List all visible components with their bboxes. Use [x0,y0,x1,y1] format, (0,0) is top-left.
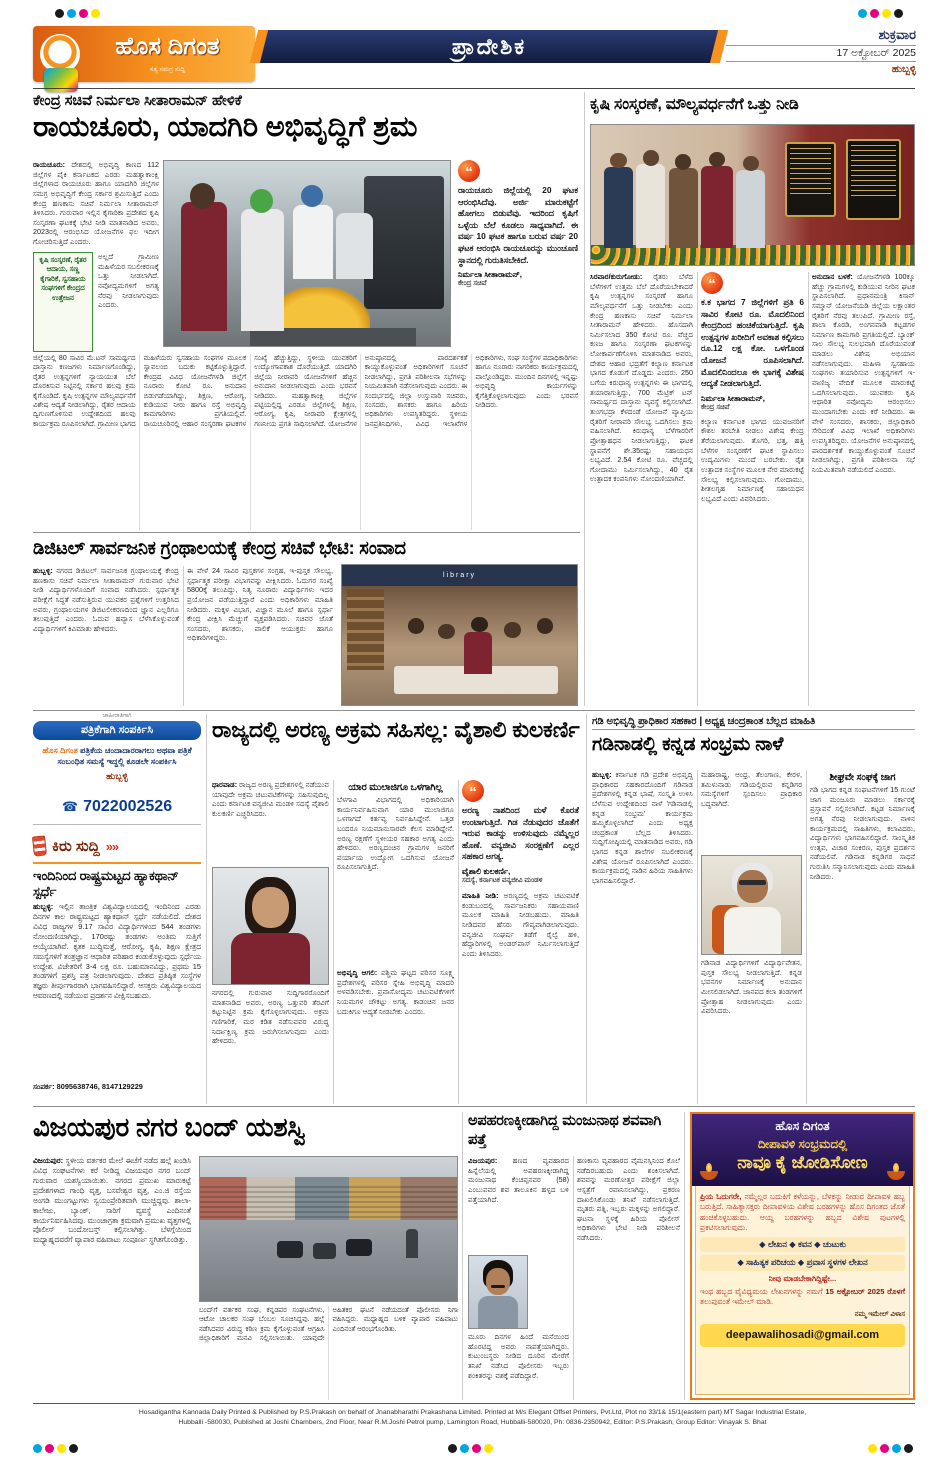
ad-brand: ಹೊಸ ದಿಗಂತ [775,1119,830,1133]
regmark-cyan [67,9,76,18]
regmark-yellow [57,1444,66,1453]
agri-col3-text: ಯೋಜನೆಗಳಡಿ 100ಕ್ಕೂ ಹೆಚ್ಚು ಗ್ರಾಮಗಳಲ್ಲಿ ಕುಡಿಯುವ ನೀರಿನ ಘಟಕ ಸ್ಥಾಪಿಸಲಾಗಿದೆ. ಪ್ರಧಾನಮಂತ್ರಿ ಕಿಸಾನ್ ಸಮ್ಮಾನ್ ಯೋಜನೆಯಡಿ ಜಿಲ್ಲೆಯ ಲಕ್ಷಾಂತರ ರೈತರಿಗೆ ನೆರವು ತಲುಪಿದೆ. ಗ್ರಾಮೀಣ ರಸ್ತೆ, ಶಾಲಾ ಕೊಠಡಿ, ಅಂಗನವಾಡಿ ಕಟ್ಟಡಗಳ ನಿರ್ಮಾಣ ಕಾಮಗಾರಿ ಪ್ರಗತಿಯಲ್ಲಿದೆ. ಬ್ಯಾಂಕ್ ಸಾಲ ಸೌಲಭ್ಯ ಸುಲಭವಾಗಿ ದೊರೆಯುವಂತೆ ಮಾಡಲು ವಿಶೇಷ ಅಭಿಯಾನ ನಡೆಸಲಾಗುವುದು. ಮಹಿಳಾ ಸ್ವಸಹಾಯ ಸಂಘಗಳು ತಯಾರಿಸುವ ಉತ್ಪನ್ನಗಳಿಗೆ ಇ-ವಾಣಿಜ್ಯ ವೇದಿಕೆ ಮೂಲಕ ಮಾರುಕಟ್ಟೆ ಒದಗಿಸಲಾಗುವುದು. ಯುವಕರು ಕೃಷಿ ಆಧಾರಿತ ನವೋದ್ಯಮ ಆರಂಭಿಸಲು ಮುಂದಾಗಬೇಕು ಎಂದು ಕರೆ ನೀಡಿದರು. ಈ ವೇಳೆ ಸಂಸದರು, ಶಾಸಕರು, ಜಿಲ್ಲಾಧಿಕಾರಿ ಸೇರಿದಂತೆ ವಿವಿಧ ಇಲಾಖೆ ಅಧಿಕಾರಿಗಳು ಉಪಸ್ಥಿತರಿದ್ದರು. ಯೋಜನೆಗಳ ಅನುಷ್ಠಾನದಲ್ಲಿ ಪಾರದರ್ಶಕತೆ ಕಾಯ್ದುಕೊಳ್ಳುವಂತೆ ಸೂಚನೆ ನೀಡಲಾಗಿದ್ದು, ಪ್ರಗತಿ ಪರಿಶೀಲನಾ ಸಭೆ ನಿಯಮಿತವಾಗಿ ನಡೆಯಲಿದೆ ಎಂದರು. [812,272,915,474]
registration-marks-bottom-center [448,1440,496,1458]
diya-icon [700,1171,718,1180]
section-rule [33,532,580,533]
forest-quote-name: ವೈಶಾಲಿ ಕುಲಕರ್ಣಿ, [462,866,511,876]
lead-intro: ದೇಶದಲ್ಲಿ ಅಭಿವೃದ್ಧಿ ಕಾಣದ 112 ಜಿಲ್ಲೆಗಳ ಪೈಕಿ ಕರ್ನಾಟಕದ ಎರಡು ಮಹತ್ವಾಕಾಂಕ್ಷಿ ಜಿಲ್ಲೆಗಳಾದ ರಾಯಚೂರು ಹಾಗೂ ಯಾದಗಿರಿ ಜಿಲ್ಲೆಗಳ ಸಮಗ್ರ ಅಭಿವೃದ್ಧಿಗೆ ಕೇಂದ್ರ ಸರ್ಕಾರ ಶ್ರಮಿಸುತ್ತಿದೆ ಎಂದು ಕೇಂದ್ರ ಹಣಕಾಸು ಸಚಿವೆ ನಿರ್ಮಲಾ ಸೀತಾರಾಮನ್ ತಿಳಿಸಿದರು. ಗುರುವಾರ ಇಲ್ಲಿನ ಕೈಗಾರಿಕಾ ಪ್ರದೇಶದ ಕೃಷಿ ಸಂಸ್ಕರಣಾ ಘಟಕಕ್ಕೆ ಭೇಟಿ ನೀಡಿ ಮಾತನಾಡಿದ ಅವರು, 2023ರಲ್ಲಿ ಆರಂಭಿಸಿದ ಯೋಜನೆಗಳ ಫಲ ಇದೀಗ ಗೋಚರಿಸುತ್ತಿದೆ ಎಂದರು. [33,160,159,247]
regmark-yellow [91,9,100,18]
registration-marks-bottom-right [868,1440,916,1458]
manjunath-headline: ಅಪಹರಣಕ್ಕೀಡಾಗಿದ್ದ ಮಂಜುನಾಥ ಶವವಾಗಿ ಪತ್ತೆ [468,1113,662,1148]
imprint-line1: Hosadigantha Kannada Daily Printed & Published by P.S.Prakash on behalf of Jnanabharathi Prakashana Limited. Printed at M/s Elegant Offset Printers, Pvt.Ltd, Plot no 33/1& 15/1(eastern part) MT Sagar Industrial Estate, [138,1409,807,1416]
portrait-glasses [739,880,767,886]
regmark-black [69,1444,78,1453]
forest-quote-role: ಸದಸ್ಯೆ, ಕರ್ನಾಟಕ ವನ್ಯಜೀವಿ ಮಂಡಳಿ [462,876,543,884]
forest-quote-text: ಅರಣ್ಯ ನಾಶದಿಂದ ಮಳೆ ಕೊರತೆ ಉಂಟಾಗುತ್ತಿದೆ. ಗಿಡ ನೆಡುವುದರ ಜೊತೆಗೆ ಇರುವ ಕಾಡನ್ನು ಉಳಿಸುವುದು ನಮ್ಮೆಲ್ಲರ ಹೊಣೆ. ವನ್ಯಜೀವಿ ಸಂರಕ್ಷಣೆಗೆ ಎಲ್ಲರ ಸಹಕಾರ ಅಗತ್ಯ. [462,805,579,862]
column-divider [584,92,585,706]
ad-deadline: 15 ಅಕ್ಟೋಬರ್ 2025 ರೊಳಗೆ [825,1286,906,1296]
regmark-magenta [79,9,88,18]
lead-column-1 [33,160,159,250]
bandh-bottom-columns: ಬಂದ್‌ಗೆ ವರ್ತಕರ ಸಂಘ, ಕನ್ನಡಪರ ಸಂಘಟನೆಗಳು, ಆಟೋ ಚಾಲಕರ ಸಂಘ ಬೆಂಬಲ ಸೂಚಿಸಿದ್ದವು. ಹಲ್ಲೆ ನಡೆಸಿದವರ ವಿರುದ್ಧ ಕಠಿಣ ಕ್ರಮ ಕೈಗೊಳ್ಳುವಂತೆ ಆಗ್ರಹಿಸಿ ಜಿಲ್ಲಾಧಿಕಾರಿಗೆ ಮನವಿ ಸಲ್ಲಿಸಲಾಯಿತು. ಯಾವುದೇ ಅಹಿತಕರ ಘಟನೆ ನಡೆಯದಂತೆ ಪೊಲೀಸರು ನಿಗಾ ವಹಿಸಿದ್ದರು. ಮಧ್ಯಾಹ್ನದ ಬಳಿಕ ವ್ಯಾಪಾರ ವಹಿವಾಟು ಎಂದಿನಂತೆ ಆರಂಭಗೊಂಡಿತು. [199,1307,458,1342]
lead-photo-factory-visit [163,160,451,347]
contact-city: ಹುಬ್ಬಳ್ಳಿ [106,770,128,781]
worker-cap [250,189,273,213]
forest-col1a [212,780,329,864]
border-column-2 [701,770,802,1104]
agri-quote-role: ಕೇಂದ್ರ ಸಚಿವೆ [701,403,730,411]
agri-dateline: ಸಿರವಾರ/ಕುರುಗೋಡು: [590,272,643,281]
person-worker-1 [241,209,284,331]
official-head [643,150,659,165]
regmark-yellow [484,1444,493,1453]
lead-quote-text: ರಾಯಚೂರು ಜಿಲ್ಲೆಯಲ್ಲಿ 20 ಘಟಕ ಆರಂಭಿಸಿದೆವು. ಅರ್ಜಿ ಮಾರುಕಟ್ಟೆಗೆ ಹೋಗಲು ಬಿಡುವೆವು. ಇದರಿಂದ ಕೃಷಿಗೆ ಒಳ್ಳೆಯ ಬೆಲೆ ಕೂಡಲು ಸಾಧ್ಯವಾಗಿದೆ. ಈ ವರ್ಷ 10 ಘಟಕ ಹಾಗೂ ಬರುವ ವರ್ಷ 20 ಘಟಕ ಆರಂಭಿಸಿ ರಾಯಚೂರನ್ನು ಮುಂಚೂಣಿ ಸ್ಥಾನದಲ್ಲಿ ಗುರುತಿಸಬೇಕಿದೆ. [458,185,578,265]
forest-subhead: ಯಾರ ಮುಲಾಜಿಗೂ ಒಳಗಾಗಿಲ್ಲ [348,781,443,792]
lead-kicker: ಕೇಂದ್ರ ಸಚಿವೆ ನಿರ್ಮಲಾ ಸೀತಾರಾಮನ್ ಹೇಳಿಕೆ [33,93,242,109]
column-divider [462,1112,463,1400]
quote-icon: “ [462,780,484,802]
contact-brand: ಹೊಸ ದಿಗಂತ [42,746,78,755]
section-title: ಪ್ರಾದೇಶಿಕ [451,33,527,59]
brief-body-text: ಇಲ್ಲಿನ ತಾಂತ್ರಿಕ ವಿಶ್ವವಿದ್ಯಾಲಯದಲ್ಲಿ ಇಂದಿನಿಂದ ಎರಡು ದಿನಗಳ ಕಾಲ ರಾಷ್ಟ್ರಮಟ್ಟದ ಹ್ಯಾಕಥಾನ್ ಸ್ಪರ್ಧೆ ನಡೆಯಲಿದೆ. ದೇಶದ ವಿವಿಧ ರಾಜ್ಯಗಳ 9.17 ಸಾವಿರ ವಿದ್ಯಾರ್ಥಿಗಳಿಂದ 544 ತಂಡಗಳು ನೋಂದಣಿಯಾಗಿದ್ದು, 170ರಷ್ಟು ತಂಡಗಳು ಅಂತಿಮ ಸುತ್ತಿಗೆ ಆಯ್ಕೆಯಾಗಿವೆ. ಕೃತಕ ಬುದ್ಧಿಮತ್ತೆ, ಆರೋಗ್ಯ, ಕೃಷಿ, ಶಿಕ್ಷಣ ಕ್ಷೇತ್ರದ ಸಮಸ್ಯೆಗಳಿಗೆ ತಂತ್ರಜ್ಞಾನ ಆಧಾರಿತ ಪರಿಹಾರ ಕಂಡುಕೊಳ್ಳುವುದು ಸ್ಪರ್ಧೆಯ ಉದ್ದೇಶ. ವಿಜೇತರಿಗೆ 3-4 ಲಕ್ಷ ರೂ. ಬಹುಮಾನವಿದ್ದು, ಪ್ರಥಮ 15 ತಂಡಗಳಿಗೆ ಪ್ರಶಸ್ತಿ ಪತ್ರ ನೀಡಲಾಗುವುದು. ದೇಶದ ಪ್ರತಿಷ್ಠಿತ ಸಂಸ್ಥೆಗಳ ತಜ್ಞರು ತೀರ್ಪುಗಾರರಾಗಿ ಭಾಗವಹಿಸಲಿದ್ದಾರೆ. ಆಸಕ್ತರು ವಿಶ್ವವಿದ್ಯಾಲಯದ ಆವರಣದಲ್ಲಿ ನಡೆಯುವ ಪ್ರದರ್ಶನ ವೀಕ್ಷಿಸಬಹುದು. [33,902,201,1001]
border-col1-text: ಕರ್ನಾಟಕ ಗಡಿ ಪ್ರದೇಶ ಅಭಿವೃದ್ಧಿ ಪ್ರಾಧಿಕಾರದ ಸಹಕಾರದೊಂದಿಗೆ ಗಡಿನಾಡ ಪ್ರದೇಶಗಳಲ್ಲಿ ಕನ್ನಡ ಭಾಷೆ, ಸಂಸ್ಕೃತಿ ಉಳಿಸಿ ಬೆಳೆಸುವ ಉದ್ದೇಶದಿಂದ ನಾಳೆ 'ಗಡಿನಾಡಲ್ಲಿ ಕನ್ನಡ ಸಂಭ್ರಮ' ಕಾರ್ಯಕ್ರಮ ಹಮ್ಮಿಕೊಳ್ಳಲಾಗಿದೆ ಎಂದು ಅಧ್ಯಕ್ಷ ಚಂದ್ರಕಾಂತ ಬೆಲ್ಲದ ತಿಳಿಸಿದರು. ಸುದ್ದಿಗೋಷ್ಠಿಯಲ್ಲಿ ಮಾತನಾಡಿದ ಅವರು, ಗಡಿ ಭಾಗದ ಕನ್ನಡ ಶಾಲೆಗಳ ಸಬಲೀಕರಣಕ್ಕೆ ವಿಶೇಷ ಯೋಜನೆ ರೂಪಿಸಲಾಗಿದೆ ಎಂದರು. ಕಾರ್ಯಕ್ರಮದಲ್ಲಿ ನಾಡಿನ ಹಿರಿಯ ಸಾಹಿತಿಗಳು ಭಾಗವಹಿಸಲಿದ್ದಾರೆ. [592,770,693,886]
manjunath-body1: ಹಣದ ವ್ಯವಹಾರದ ಹಿನ್ನೆಲೆಯಲ್ಲಿ ಅಪಹರಣಕ್ಕೀಡಾಗಿದ್ದ ಮಂಜುನಾಥ ಕೆಂಚಪ್ಪನವರ (58) ಎಂಬುವವರ ಶವ ತಾಲೂಕಿನ ಹಳ್ಳದ ಬಳಿ ಪತ್ತೆಯಾಗಿದೆ. [468,1156,569,1204]
official-head [709,152,725,167]
official-head [610,153,626,168]
regmark-magenta [45,1444,54,1453]
ad-para2: ನೀವು ಮಾಡಬೇಕಾಗಿದ್ದಿಷ್ಟೇ... [768,1274,837,1284]
regmark-magenta [870,9,879,18]
column-divider [697,770,698,1104]
forest-col1a-text: ರಾಜ್ಯದ ಅರಣ್ಯ ಪ್ರದೇಶಗಳಲ್ಲಿ ನಡೆಯುವ ಯಾವುದೇ ಅಕ್ರಮ ಚಟುವಟಿಕೆಗಳನ್ನು ಸಹಿಸುವುದಿಲ್ಲ ಎಂದು ಕರ್ನಾಟಕ ವನ್ಯಜೀವಿ ಮಂಡಳಿ ಸದಸ್ಯೆ ವೈಶಾಲಿ ಕುಲಕರ್ಣಿ ಎಚ್ಚರಿಸಿದರು. [212,780,329,818]
footer-rule [33,1403,915,1404]
ad-para1: ನಮ್ಮೆಲ್ಲರ ಬದುಕಿಗೆ ಕಳೆಯನ್ನು, ಬೆಳಕನ್ನು ನೀಡುವ ದೀಪಾವಳಿ ಹಬ್ಬ ಬರುತ್ತಿದೆ. ಸಾಹಿತ್ಯಾಸಕ್ತರು ದೀಪಾವಳಿಯ ವಿಶೇಷ ಬರಹಗಳನ್ನು ಹೊಸ ದಿಗಂತದ ಜೊತೆ ಹಂಚಿಕೊಳ್ಳಬಹುದು. ಆಯ್ದ ಬರಹಗಳನ್ನು ಹಬ್ಬದ ವಿಶೇಷ ಪುಟಗಳಲ್ಲಿ ಪ್ರಕಟಿಸಲಾಗುವುದು. [700,1192,905,1233]
phone-icon: ☎ [61,799,79,814]
border-headline: ಗಡಿನಾಡಲ್ಲಿ ಕನ್ನಡ ಸಂಭ್ರಮ ನಾಳೆ [592,734,784,755]
lead-quote-role: ಕೇಂದ್ರ ಸಚಿವೆ [458,280,487,288]
border-col2b-text: ಗಡಿನಾಡ ವಿದ್ಯಾರ್ಥಿಗಳಿಗೆ ವಿದ್ಯಾರ್ಥಿವೇತನ, ಪುಸ್ತಕ ಸೌಲಭ್ಯ ನೀಡಲಾಗುತ್ತಿದೆ. ಕನ್ನಡ ಭವನಗಳ ನಿರ್ಮಾಣಕ್ಕೆ ಅನುದಾನ ಮೀಸಲಿಡಲಾಗಿದೆ. ಜಾನಪದ ಕಲಾ ತಂಡಗಳಿಗೆ ಪ್ರೋತ್ಸಾಹ ನೀಡಲಾಗುವುದು ಎಂದು ವಿವರಿಸಿದರು. [701,958,802,1016]
regmark-black [904,1444,913,1453]
lead-side-text: ಅಲ್ಲದೆ ಗ್ರಾಮೀಣ ಮಹಿಳೆಯರ ಸಬಲೀಕರಣಕ್ಕೆ ಒತ್ತು ನೀಡಲಾಗಿದೆ. ನವೋದ್ಯಮಗಳಿಗೆ ಅಗತ್ಯ ನೆರವು ನೀಡಲಾಗುವುದು ಎಂದರು. [98,252,159,310]
forest-col2-text: ಬೆಳಗಾವಿ ವಿಭಾಗದಲ್ಲಿ ಅಧಿಕಾರಿಯಾಗಿ ಕಾರ್ಯನಿರ್ವಹಿಸುವಾಗ ಯಾರ ಮುಲಾಜಿಗೂ ಒಳಗಾಗದೆ ಕರ್ತವ್ಯ ನಿರ್ವಹಿಸಿದ್ದೇನೆ. ಒತ್ತಡ ಬಂದರೂ ನಿಯಮಾನುಸಾರವೇ ಕೆಲಸ ಮಾಡಿದ್ದೇನೆ. ಅರಣ್ಯ ರಕ್ಷಣೆಗೆ ಸ್ಥಳೀಯರ ಸಹಕಾರ ಅಗತ್ಯ ಎಂದು ಹೇಳಿದರು. ಅರಣ್ಯದಂಚಿನ ಗ್ರಾಮಗಳ ಜನರಿಗೆ ಪರ್ಯಾಯ ಉದ್ಯೋಗ ಒದಗಿಸುವ ಯೋಜನೆ ರೂಪಿಸಲಾಗುತ್ತಿದೆ. [337,795,454,872]
border-subhead: ಶೀಘ್ರವೇ ಸಂಘಕ್ಕೆ ಜಾಗ [829,771,896,782]
ad-title-line1: ದೀಪಾವಳಿ ಸಂಭ್ರಮದಲ್ಲಿ [757,1137,848,1151]
brief-headline: ಇಂದಿನಿಂದ ರಾಷ್ಟ್ರಮಟ್ಟದ ಹ್ಯಾಕಥಾನ್ ಸ್ಪರ್ಧೆ [33,868,179,899]
lead-quote-name: ನಿರ್ಮಲಾ ಸೀತಾರಾಮನ್, [458,270,522,280]
column-divider [697,272,698,706]
contact-phone-number: 7022002526 [83,798,173,815]
column-divider [586,714,587,1104]
contact-phone-row [33,798,201,816]
lead-column-1b [33,252,159,352]
forest-column-1 [212,780,329,1104]
ad-para3-pre: ಇಂಥ ಹಬ್ಬದ ವೈವಿಧ್ಯಮಯ ಲೇಖನಗಳನ್ನು ನಮಗೆ [700,1286,826,1296]
contact-body-text: ಪತ್ರಿಕೆಯ ಚಂದಾದಾರರಾಗಲು ಅಥವಾ ಪತ್ರಿಕೆ ಸಂಬಂಧಿತ ಸಮಸ್ಯೆ ಇದ್ದಲ್ಲಿ ಕೂಡಲೇ ಸಂಪರ್ಕಿಸಿ [57,746,192,767]
bookshelf [347,589,385,670]
library-column-1 [33,566,179,706]
border-dateline: ಹುಬ್ಬಳ್ಳಿ: [592,770,612,779]
manjunath-dateline: ವಿಜಯಪುರ: [468,1156,498,1165]
parked-scooter [313,1243,336,1259]
column-divider [806,770,807,1104]
ad-bullets-2: ◆ ಸಾಹಿತ್ಯಕ ಪರಿಚಯ ◆ ಪ್ರವಾಸ ಸ್ಥಳಗಳ ಲೇಖನ [700,1255,905,1271]
worker-cap-2 [301,185,322,207]
registration-marks-top-right [858,5,906,23]
lead-dateline: ರಾಯಚೂರು: [33,160,66,169]
reader-head [471,617,487,632]
border-photo-chandrakant-bellad [701,855,802,955]
road [200,1220,457,1301]
regmark-black [894,9,903,18]
agri-quote-name: ನಿರ್ಮಲಾ ಸೀತಾರಾಮನ್, [701,393,765,403]
portrait-face [252,887,289,929]
plaque-right [846,139,901,220]
plaque-left [785,142,837,218]
official-4 [736,170,765,248]
manjunath-column-1 [468,1156,569,1400]
quote-icon: “ [701,272,723,294]
agri-quote-text: ಕ.ಕ ಭಾಗದ 7 ಜಿಲ್ಲೆಗಳಿಗೆ ಪ್ರತಿ 6 ಸಾವಿರ ಕೋಟಿ ರೂ. ಮೊದಲಿನಿಂದ ಕೇಂದ್ರದಿಂದ ಹಂಚಿಕೆಯಾಗುತ್ತಿದೆ. ಕೃಷಿ ಉತ್ಪನ್ನಗಳ ಖರೀದಿಗೆ ಅವಕಾಶ ಕಲ್ಪಿಸಲು ರೂ.12 ಲಕ್ಷ ಕೋ. ಒಳಗೊಂಡ ಯೋಜನೆ ರೂಪಿಸಲಾಗಿದೆ. ಮೊದಲಿನಿಂದಲೂ ಈ ಭಾಗಕ್ಕೆ ವಿಶೇಷ ಆದ್ಯತೆ ನೀಡಲಾಗುತ್ತಿದೆ. [701,297,804,389]
column-divider [573,1156,574,1400]
portrait-shirt [478,1296,517,1328]
column-divider [458,780,459,1104]
library-column-2: ಈ ವೇಳೆ 24 ಸಾವಿರ ಪುಸ್ತಕಗಳ ಸಂಗ್ರಹ, ಇ-ಪುಸ್ತಕ ಸೌಲಭ್ಯ, ಸ್ಪರ್ಧಾತ್ಮಕ ಪರೀಕ್ಷಾ ವಿಭಾಗವನ್ನು ವೀಕ್ಷಿಸಿದರು. ಓದುಗರ ಸಂಖ್ಯೆ 5800ಕ್ಕೆ ತಲುಪಿದ್ದು, ನಿತ್ಯ ನೂರಾರು ವಿದ್ಯಾರ್ಥಿಗಳು ಇದರ ಪ್ರಯೋಜನ ಪಡೆಯುತ್ತಿದ್ದಾರೆ ಎಂದು ಅಧಿಕಾರಿಗಳು ಮಾಹಿತಿ ನೀಡಿದರು. ಮಕ್ಕಳ ವಿಭಾಗ, ವಿಜ್ಞಾನ ಮೂಲೆ ಹಾಗೂ ಸ್ಪರ್ಧಾ ಕೇಂದ್ರ ವೀಕ್ಷಿಸಿ ಮೆಚ್ಚುಗೆ ವ್ಯಕ್ತಪಡಿಸಿದರು. ಸಚಿವರ ಜೊತೆ ಸಂಸದರು, ಶಾಸಕರು, ಪಾಲಿಕೆ ಆಯುಕ್ತರು ಹಾಗೂ ಅಧಿಕಾರಿಗಳಿದ್ದರು. [187,566,333,643]
section-rule [33,710,915,711]
sidebar-note: ಜಾಹೀರಾತಿಗಾಗಿ [102,713,132,719]
brief-banner-label: ಕಿರು ಸುದ್ದಿ [52,837,100,855]
agri-headline: ಕೃಷಿ ಸಂಸ್ಕರಣೆ, ಮೌಲ್ಯವರ್ಧನೆಗೆ ಒತ್ತು ನೀಡಿ [590,96,799,113]
brief-body [33,902,201,1078]
official-2 [636,164,665,248]
sidebar-rule [33,824,201,825]
agri-column-2 [701,272,804,706]
official-head [743,156,759,171]
contact-body [33,745,201,783]
agri-col3-lead: ಅನುದಾನ ಬಳಕೆ: [812,272,853,281]
reader-head [504,622,520,637]
portrait-face [737,870,769,903]
forest-photo-vaishali-kulkarni [212,867,329,985]
forest-col2b-text: ಪಶ್ಚಿಮ ಘಟ್ಟದ ಪರಿಸರ ಸೂಕ್ಷ್ಮ ಪ್ರದೇಶಗಳಲ್ಲಿ ಪರಿಸರ ಸ್ನೇಹಿ ಅಭಿವೃದ್ಧಿ ಮಾದರಿ ಅಳವಡಿಸಬೇಕು. ಪ್ರವಾಸೋದ್ಯಮ ಚಟುವಟಿಕೆಗಳಿಗೆ ನಿಯಮಗಳ ಚೌಕಟ್ಟು ಅಗತ್ಯ. ಕಾಡಂಚಿನ ಜನರ ಬದುಕಿಗೂ ಆದ್ಯತೆ ನೀಡಬೇಕು ಎಂದರು. [337,968,454,1016]
ad-body [692,1186,913,1353]
agri-col1-text: ರೈತರು ಬೆಳೆದ ಬೆಳೆಗಳಿಗೆ ಉತ್ತಮ ಬೆಲೆ ದೊರೆಯಬೇಕಾದರೆ ಕೃಷಿ ಉತ್ಪನ್ನಗಳ ಸಂಸ್ಕರಣೆ ಹಾಗೂ ಮೌಲ್ಯವರ್ಧನೆಗೆ ಒತ್ತು ನೀಡಬೇಕು ಎಂದು ಕೇಂದ್ರ ಹಣಕಾಸು ಸಚಿವೆ ನಿರ್ಮಲಾ ಸೀತಾರಾಮನ್ ಹೇಳಿದರು. ಹೊಸದಾಗಿ ನಿರ್ಮಿಸಲಾದ 350 ಕೋಟಿ ರೂ. ವೆಚ್ಚದ ಕಣಜ ಹಾಗೂ ಸಂಸ್ಕರಣಾ ಘಟಕಗಳನ್ನು ಲೋಕಾರ್ಪಣೆಗೊಳಿಸಿ ಮಾತನಾಡಿದ ಅವರು, ದೇಶದ ಆಹಾರ ಭದ್ರತೆಗೆ ಕಲ್ಯಾಣ ಕರ್ನಾಟಕ ಭಾಗದ ಕೊಡುಗೆ ದೊಡ್ಡದು ಎಂದರು. 250 ಬಗೆಯ ಕಿರುಧಾನ್ಯ ಉತ್ಪನ್ನಗಳು ಈ ಭಾಗದಲ್ಲಿ ತಯಾರಾಗುತ್ತಿದ್ದು, 700 ಮೆಟ್ರಿಕ್ ಟನ್ ಸಾಮರ್ಥ್ಯದ ದಾಸ್ತಾನು ವ್ಯವಸ್ಥೆ ಕಲ್ಪಿಸಲಾಗಿದೆ. ತುಂಗಭದ್ರಾ ಕೆಳದಂಡೆ ಯೋಜನೆ ವ್ಯಾಪ್ತಿಯ ರೈತರಿಗೆ ನೀರಾವರಿ ಸೌಲಭ್ಯ ಒದಗಿಸಲು ಕ್ರಮ ವಹಿಸಲಾಗಿದೆ. ಕಿರುಧಾನ್ಯ ಬೆಳೆಗಾರರಿಗೆ ಪ್ರೋತ್ಸಾಹಧನ ನೀಡಲಾಗುತ್ತಿದ್ದು, ಘಟಕ ಸ್ಥಾಪನೆಗೆ ಶೇ.35ರಷ್ಟು ಸಹಾಯಧನ ಲಭ್ಯವಿದೆ. 2.54 ಕೋಟಿ ರೂ. ವೆಚ್ಚದಲ್ಲಿ ಗೋದಾಮು ನಿರ್ಮಿಸಲಾಗಿದ್ದು, 40 ರೈತ ಉತ್ಪಾದಕ ಕಂಪನಿಗಳು ನೋಂದಣಿಯಾಗಿವೆ. [590,272,693,484]
lead-quote-block [458,160,578,350]
portrait-shirt [724,907,781,954]
brief-news-banner [33,832,201,860]
closed-shutters [200,1186,457,1221]
bandh-photo-street [199,1156,458,1302]
brief-contact-line: ಸಂಪರ್ಕ: 8095638746, 8147129229 [33,1082,143,1091]
regmark-magenta [880,1444,889,1453]
person-worker-2 [293,205,333,279]
glass-icon [32,835,47,856]
reader-head [408,618,424,633]
chevrons-icon: »» [105,838,119,854]
border-col3-text: ಗಡಿ ಭಾಗದ ಕನ್ನಡ ಸಂಘಟನೆಗಳಿಗೆ 15 ಗುಂಟೆ ಜಾಗ ಮಂಜೂರು ಮಾಡಲು ಸರ್ಕಾರಕ್ಕೆ ಪ್ರಸ್ತಾವನೆ ಸಲ್ಲಿಸಲಾಗಿದೆ. ಕಟ್ಟಡ ನಿರ್ಮಾಣಕ್ಕೆ ಅಗತ್ಯ ನೆರವು ನೀಡಲಾಗುವುದು. ನಾಳಿನ ಕಾರ್ಯಕ್ರಮದಲ್ಲಿ ಸಾಹಿತಿಗಳು, ಕಲಾವಿದರು, ವಿದ್ಯಾರ್ಥಿಗಳು ಭಾಗವಹಿಸಲಿದ್ದಾರೆ. ಸಾಂಸ್ಕೃತಿಕ ಉತ್ಸವ, ವಿಚಾರ ಸಂಕಿರಣ, ಪುಸ್ತಕ ಪ್ರದರ್ಶನ ನಡೆಯಲಿವೆ. ಗಡಿನಾಡ ಕನ್ನಡಿಗರ ಸಾಧನೆ ಗುರುತಿಸಿ ಸನ್ಮಾನಿಸಲಾಗುವುದು ಎಂದು ಮಾಹಿತಿ ನೀಡಿದರು. [810,785,915,881]
factory-machine [364,176,444,309]
ad-header-band [692,1114,913,1186]
lead-headline: ರಾಯಚೂರು, ಯಾದಗಿರಿ ಅಭಿವೃದ್ಧಿಗೆ ಶ್ರಮ [33,111,418,143]
column-divider [206,714,207,1104]
ad-title-line2: ನಾವೂ ಕೈ ಜೋಡಿಸೋಣ [737,1153,868,1172]
section-rule [33,1106,915,1107]
forest-col3-text: ಅರಣ್ಯದಲ್ಲಿ ಅಕ್ರಮ ಚಟುವಟಿಕೆ ಕಂಡುಬಂದಲ್ಲಿ ಸಾರ್ವಜನಿಕರು ಸಹಾಯವಾಣಿ ಮೂಲಕ ಮಾಹಿತಿ ನೀಡಬಹುದು. ಮಾಹಿತಿ ನೀಡಿದವರ ಹೆಸರು ಗೌಪ್ಯವಾಗಿಡಲಾಗುವುದು. ವನ್ಯಜೀವಿ ಸಂಘರ್ಷ ತಡೆಗೆ ರೈಲ್ವೆ ಹಳಿ, ಹೆದ್ದಾರಿಗಳಲ್ಲಿ ಅಂಡರ್‌ಪಾಸ್ ನಿರ್ಮಿಸಲಾಗುತ್ತಿದೆ ಎಂದು ತಿಳಿಸಿದರು. [462,890,579,958]
forest-col1b: ನಗರದಲ್ಲಿ ಗುರುವಾರ ಸುದ್ದಿಗಾರರೊಂದಿಗೆ ಮಾತನಾಡಿದ ಅವರು, ಅರಣ್ಯ ಒತ್ತುವರಿ ತೆರವಿಗೆ ಕಟ್ಟುನಿಟ್ಟಿನ ಕ್ರಮ ಕೈಗೊಳ್ಳಲಾಗುವುದು. ಅಕ್ರಮ ಗಣಿಗಾರಿಕೆ, ಮರ ಕಡಿತ ನಡೆಸುವವರ ವಿರುದ್ಧ ನಿರ್ದಾಕ್ಷಿಣ್ಯ ಕ್ರಮ ಜರುಗಿಸಲಾಗುವುದು ಎಂದು ಹೇಳಿದರು. [212,988,329,1046]
portrait-mustache [491,1285,505,1289]
registration-marks-bottom-left [33,1440,81,1458]
deepavali-advertisement [690,1112,915,1400]
regmark-black [55,9,64,18]
forest-dateline: ಧಾರವಾಡ: [212,780,238,789]
bandh-dateline: ವಿಜಯಪುರ: [33,1156,64,1165]
library-photo [341,564,578,706]
diya-icon [887,1171,905,1180]
imprint-line2: Hubballi -580030, Published at Joshi Chambers, 2nd Floor, Near R.M.Joshi Petrol pump, Lamington Road, Hubballi-580020, Ph: 0836-2350942, Editor: P.S.Prakash, Group Editor: Vinayak S. Bhat [178,1419,767,1427]
parked-scooter [346,1239,372,1256]
masthead-dateblock [726,27,916,85]
lead-highlight-box: ಕೃಷಿ ಸಂಸ್ಕರಣೆ, ರೈತರ ಆದಾಯ, ಸಣ್ಣ ಕೈಗಾರಿಕೆ, ಸ್ವಸಹಾಯ ಸಂಘಗಳಿಗೆ ಕೇಂದ್ರದ ಉತ್ತೇಜನ [33,252,93,352]
border-column-1 [592,770,693,1104]
banner-underline [33,862,201,864]
agri-column-3 [812,272,915,706]
newspaper-tagline: ಸತ್ಯ ಸಮಗ್ರ ಸುದ್ದಿ [149,66,186,73]
library-sign: library [342,565,577,586]
lead-body-columns: ಜಿಲ್ಲೆಯಲ್ಲಿ 80 ಸಾವಿರ ಮೆ.ಟನ್ ಸಾಮರ್ಥ್ಯದ ದಾಸ್ತಾನು ಕಣಜಗಳು ನಿರ್ಮಾಣಗೊಂಡಿದ್ದು, ರೈತರ ಉತ್ಪನ್ನಗಳಿಗೆ ನ್ಯಾಯಯುತ ಬೆಲೆ ದೊರಕಿಸುವ ನಿಟ್ಟಿನಲ್ಲಿ ಸರ್ಕಾರ ಹಲವು ಕ್ರಮ ಕೈಗೊಂಡಿದೆ. ಕೃಷಿ ಉತ್ಪನ್ನಗಳ ಮೌಲ್ಯವರ್ಧನೆಗೆ ವಿಶೇಷ ಆದ್ಯತೆ ನೀಡಲಾಗಿದ್ದು, ರೈತರ ಆದಾಯ ದ್ವಿಗುಣಗೊಳಿಸುವ ಉದ್ದೇಶದಿಂದ ಹಲವು ಕಾರ್ಯಕ್ರಮ ರೂಪಿಸಲಾಗಿದೆ. ಗ್ರಾಮೀಣ ಭಾಗದ ಮಹಿಳೆಯರು ಸ್ವಸಹಾಯ ಸಂಘಗಳ ಮೂಲಕ ಸ್ವಾವಲಂಬಿ ಬದುಕು ಕಟ್ಟಿಕೊಳ್ಳುತ್ತಿದ್ದಾರೆ. ಕೇಂದ್ರದ ವಿವಿಧ ಯೋಜನೆಗಳಡಿ ಜಿಲ್ಲೆಗೆ ನೂರಾರು ಕೋಟಿ ರೂ. ಅನುದಾನ ಬಿಡುಗಡೆಯಾಗಿದ್ದು, ಶಿಕ್ಷಣ, ಆರೋಗ್ಯ, ಕುಡಿಯುವ ನೀರು ಹಾಗೂ ರಸ್ತೆ ಅಭಿವೃದ್ಧಿ ಕಾಮಗಾರಿಗಳು ಪ್ರಗತಿಯಲ್ಲಿವೆ. ರಾಯಚೂರಿನಲ್ಲಿ ಆಹಾರ ಸಂಸ್ಕರಣಾ ಘಟಕಗಳ ಸಂಖ್ಯೆ ಹೆಚ್ಚುತ್ತಿದ್ದು, ಸ್ಥಳೀಯ ಯುವಕರಿಗೆ ಉದ್ಯೋಗಾವಕಾಶ ದೊರೆಯುತ್ತಿದೆ. ಯಾದಗಿರಿ ಜಿಲ್ಲೆಯ ನೀರಾವರಿ ಯೋಜನೆಗಳಿಗೆ ಹೆಚ್ಚಿನ ಅನುದಾನ ನೀಡಲಾಗುವುದು ಎಂದು ಭರವಸೆ ನೀಡಿದರು. ಮಹತ್ವಾಕಾಂಕ್ಷಿ ಜಿಲ್ಲೆಗಳ ಪಟ್ಟಿಯಲ್ಲಿದ್ದ ಎರಡೂ ಜಿಲ್ಲೆಗಳಲ್ಲಿ ಶಿಕ್ಷಣ, ಆರೋಗ್ಯ, ಕೃಷಿ, ನೀರಾವರಿ ಕ್ಷೇತ್ರಗಳಲ್ಲಿ ಗಣನೀಯ ಪ್ರಗತಿ ಸಾಧಿಸಲಾಗಿದೆ. ಯೋಜನೆಗಳ ಅನುಷ್ಠಾನದಲ್ಲಿ ಪಾರದರ್ಶಕತೆ ಕಾಯ್ದುಕೊಳ್ಳುವಂತೆ ಅಧಿಕಾರಿಗಳಿಗೆ ಸೂಚನೆ ನೀಡಲಾಗಿದ್ದು, ಪ್ರಗತಿ ಪರಿಶೀಲನಾ ಸಭೆಗಳನ್ನು ನಿಯಮಿತವಾಗಿ ನಡೆಸಲಾಗುವುದು ಎಂದರು. ಈ ಸಂದರ್ಭದಲ್ಲಿ ಜಿಲ್ಲಾ ಉಸ್ತುವಾರಿ ಸಚಿವರು, ಸಂಸದರು, ಶಾಸಕರು ಹಾಗೂ ಹಿರಿಯ ಅಧಿಕಾರಿಗಳು ಉಪಸ್ಥಿತರಿದ್ದರು. ಸ್ಥಳೀಯ ಜನಪ್ರತಿನಿಧಿಗಳು, ವಿವಿಧ ಇಲಾಖೆಗಳ ಅಧಿಕಾರಿಗಳು, ಸಂಘ ಸಂಸ್ಥೆಗಳ ಪದಾಧಿಕಾರಿಗಳು ಹಾಗೂ ನೂರಾರು ನಾಗರಿಕರು ಕಾರ್ಯಕ್ರಮದಲ್ಲಿ ಪಾಲ್ಗೊಂಡಿದ್ದರು. ಮುಂದಿನ ದಿನಗಳಲ್ಲಿ ಇನ್ನಷ್ಟು ಅಭಿವೃದ್ಧಿ ಕಾರ್ಯಗಳನ್ನು ಕೈಗೆತ್ತಿಕೊಳ್ಳಲಾಗುವುದು ಎಂದು ಭರವಸೆ ನೀಡಿದರು. [33,355,578,428]
regmark-cyan [858,9,867,18]
official-minister [701,166,733,249]
border-col2a-text: ಮಹಾರಾಷ್ಟ್ರ, ಆಂಧ್ರ, ತೆಲಂಗಾಣ, ಕೇರಳ, ತಮಿಳುನಾಡು ಗಡಿಯಲ್ಲಿರುವ ಕನ್ನಡಿಗರ ಸಮಸ್ಯೆಗಳಿಗೆ ಸ್ಪಂದಿಸಲು ಪ್ರಾಧಿಕಾರ ಬದ್ಧವಾಗಿದೆ. [701,770,802,808]
masthead-rule [33,88,915,89]
forest-column-3 [462,780,579,1104]
regmark-yellow [868,1444,877,1453]
regmark-black [448,1444,457,1453]
brief-dateline: ಹುಬ್ಬಳ್ಳಿ: [33,902,54,911]
ad-email: deepawalihosadi@gmail.com [700,1324,905,1347]
contact-header: ಪತ್ರಿಕೆಗಾಗಿ ಸಂಪರ್ಕಿಸಿ [33,721,201,740]
official-1 [604,167,633,248]
bandh-column-1 [33,1156,191,1400]
manjunath-portrait [468,1255,528,1329]
edition-label: ಹುಬ್ಬಳ್ಳಿ [891,64,916,75]
forest-lead-b: ಮಾಹಿತಿ ನೀಡಿ: [462,890,499,900]
day-label: ಶುಕ್ರವಾರ [878,27,916,42]
person-minister [181,202,227,332]
pedestrian [406,1229,419,1258]
forest-lead-a: ಅಭಿವೃದ್ಧಿ ಆಗಲಿ: [337,968,378,977]
manjunath-column-2: ಹಣಕಾಸು ವ್ಯವಹಾರದ ವೈಮನಸ್ಸಿನಿಂದ ಕೊಲೆ ನಡೆದಿರಬಹುದು ಎಂದು ಶಂಕಿಸಲಾಗಿದೆ. ಶವವನ್ನು ಮರಣೋತ್ತರ ಪರೀಕ್ಷೆಗೆ ಜಿಲ್ಲಾ ಆಸ್ಪತ್ರೆಗೆ ರವಾನಿಸಲಾಗಿದ್ದು, ಪ್ರಕರಣ ದಾಖಲಿಸಿಕೊಂಡು ತನಿಖೆ ನಡೆಸಲಾಗುತ್ತಿದೆ. ಮೃತರು ಪತ್ನಿ, ಇಬ್ಬರು ಮಕ್ಕಳನ್ನು ಅಗಲಿದ್ದಾರೆ. ಘಟನಾ ಸ್ಥಳಕ್ಕೆ ಹಿರಿಯ ಪೊಲೀಸ್ ಅಧಿಕಾರಿಗಳು ಭೇಟಿ ನೀಡಿ ಪರಿಶೀಲನೆ ನಡೆಸಿದರು. [577,1156,680,1243]
agri-col2-text: ಕಲ್ಯಾಣ ಕರ್ನಾಟಕ ಭಾಗದ ಯುವಜನರಿಗೆ ಕೌಶಲ ತರಬೇತಿ ನೀಡಲು ವಿಶೇಷ ಕೇಂದ್ರ ತೆರೆಯಲಾಗುವುದು. ತೊಗರಿ, ಭತ್ತ, ಹತ್ತಿ ಬೆಳೆಗಳ ಸಂಸ್ಕರಣೆಗೆ ಘಟಕ ಸ್ಥಾಪಿಸಲು ಉದ್ಯಮಿಗಳು ಮುಂದೆ ಬರಬೇಕು. ರೈತ ಉತ್ಪಾದಕ ಸಂಸ್ಥೆಗಳ ಮೂಲಕ ನೇರ ಮಾರುಕಟ್ಟೆ ಸೌಲಭ್ಯ ಕಲ್ಪಿಸಲಾಗುವುದು. ಗೋದಾಮು, ಶೀತಲಗೃಹ ನಿರ್ಮಾಣಕ್ಕೆ ಸಹಾಯಧನ ಲಭ್ಯವಿದೆ ಎಂದು ವಿವರಿಸಿದರು. [701,416,804,503]
manjunath-body2a: ಮೂರು ದಿನಗಳ ಹಿಂದೆ ಮನೆಯಿಂದ ಹೊರಟಿದ್ದ ಅವರು ನಾಪತ್ತೆಯಾಗಿದ್ದರು. ಕುಟುಂಬಸ್ಥರು ನೀಡಿದ ದೂರಿನ ಮೇರೆಗೆ ತನಿಖೆ ನಡೆಸಿದ ಪೊಲೀಸರು ಇಬ್ಬರು ಶಂಕಿತರನ್ನು ವಶಕ್ಕೆ ಪಡೆದಿದ್ದಾರೆ. [468,1332,569,1380]
reader-head [537,618,553,633]
forest-column-2 [337,780,454,1104]
regmark-yellow [882,9,891,18]
library-dateline: ಹುಬ್ಬಳ್ಳಿ: [33,566,53,575]
parked-scooter [277,1241,303,1258]
bandh-col1-text: ಸ್ಥಳೀಯ ವರ್ತಕರ ಮೇಲೆ ಈಚೆಗೆ ನಡೆದ ಹಲ್ಲೆ ಖಂಡಿಸಿ ವಿವಿಧ ಸಂಘಟನೆಗಳು ಕರೆ ನೀಡಿದ್ದ ವಿಜಯಪುರ ನಗರ ಬಂದ್ ಗುರುವಾರ ಯಶಸ್ವಿಯಾಯಿತು. ನಗರದ ಪ್ರಮುಖ ಮಾರುಕಟ್ಟೆ ಪ್ರದೇಶಗಳಾದ ಗಾಂಧಿ ವೃತ್ತ, ಬಸವೇಶ್ವರ ವೃತ್ತ, ಎಂ.ಜಿ ರಸ್ತೆಯ ಅಂಗಡಿ ಮುಂಗಟ್ಟುಗಳು ಸ್ವಯಂಪ್ರೇರಿತವಾಗಿ ಮುಚ್ಚಿದ್ದವು. ಶಾಲಾ-ಕಾಲೇಜು, ಬ್ಯಾಂಕ್, ಸಾರಿಗೆ ವ್ಯವಸ್ಥೆ ಎಂದಿನಂತೆ ಕಾರ್ಯನಿರ್ವಹಿಸಿದವು. ಮುಂಜಾಗ್ರತಾ ಕ್ರಮವಾಗಿ ಪ್ರಮುಖ ವೃತ್ತಗಳಲ್ಲಿ ಪೊಲೀಸ್ ಬಂದೋಬಸ್ತ್ ಕಲ್ಪಿಸಲಾಗಿತ್ತು. ಬೆಳಗ್ಗೆಯಿಂದ ಮಧ್ಯಾಹ್ನದವರೆಗೆ ವ್ಯಾಪಾರ ವಹಿವಾಟು ಸಂಪೂರ್ಣ ಸ್ಥಗಿತಗೊಂಡಿತ್ತು. [33,1156,191,1245]
column-divider [183,566,184,706]
border-kicker: ಗಡಿ ಅಭಿವೃದ್ಧಿ ಪ್ರಾಧಿಕಾರ ಸಹಕಾರ | ಅಧ್ಯಕ್ಷ ಚಂದ್ರಕಾಂತ ಬೆಲ್ಲದ ಮಾಹಿತಿ [592,716,915,730]
column-divider [333,780,334,1104]
reader-head [438,624,454,639]
official-head [675,154,691,169]
portrait-face [486,1268,509,1295]
agri-column-1 [590,272,693,706]
bandh-headline: ವಿಜಯಪುರ ನಗರ ಬಂದ್ ಯಶಸ್ವಿ [33,1112,306,1142]
official-3 [669,168,698,248]
regmark-cyan [892,1444,901,1453]
regmark-cyan [460,1444,469,1453]
portrait-dress [231,933,309,984]
flower-garland [591,245,914,265]
column-divider [684,1112,685,1400]
regmark-magenta [472,1444,481,1453]
forest-headline: ರಾಜ್ಯದಲ್ಲಿ ಅರಣ್ಯ ಅಕ್ರಮ ಸಹಿಸಲ್ಲ: ವೈಶಾಲಿ ಕುಲಕರ್ಣಿ [212,717,580,742]
section-banner [258,30,720,63]
column-divider [808,272,809,706]
date-label: 17 ಅಕ್ಟೋಬರ್ 2025 [726,45,916,62]
imprint [0,1408,945,1428]
agri-photo-inauguration [590,124,915,266]
ad-bullets-1: ◆ ಲೇಖನ ◆ ಕವನ ◆ ಚುಟುಕು [700,1237,905,1253]
border-column-3 [810,770,915,1104]
newspaper-title: ಹೊಸ ದಿಗಂತ [115,33,220,60]
library-headline: ಡಿಜಿಟಲ್ ಸಾರ್ವಜನಿಕ ಗ್ರಂಥಾಲಯಕ್ಕೆ ಕೇಂದ್ರ ಸಚಿವೆ ಭೇಟಿ: ಸಂವಾದ [33,538,406,558]
ad-email-label: ನಮ್ಮ ಇಮೇಲ್ ವಿಳಾಸ [854,1311,905,1319]
regmark-cyan [33,1444,42,1453]
quote-icon: “ [458,160,480,182]
registration-marks-top-left [55,5,103,23]
minister-in-library [464,632,492,674]
library-col1-text: ನಗರದ ಡಿಜಿಟಲ್ ಸಾರ್ವಜನಿಕ ಗ್ರಂಥಾಲಯಕ್ಕೆ ಕೇಂದ್ರ ಹಣಕಾಸು ಸಚಿವೆ ನಿರ್ಮಲಾ ಸೀತಾರಾಮನ್ ಗುರುವಾರ ಭೇಟಿ ನೀಡಿ ವಿದ್ಯಾರ್ಥಿಗಳೊಂದಿಗೆ ಸಂವಾದ ನಡೆಸಿದರು. ಸ್ಪರ್ಧಾತ್ಮಕ ಪರೀಕ್ಷೆಗೆ ಸಿದ್ಧತೆ ನಡೆಸುತ್ತಿರುವ ಯುವಕರ ಪ್ರಶ್ನೆಗಳಿಗೆ ಉತ್ತರಿಸಿದ ಅವರು, ಗ್ರಂಥಾಲಯಗಳ ಡಿಜಿಟಲೀಕರಣದಿಂದ ಜ್ಞಾನ ಎಲ್ಲರಿಗೂ ತಲುಪುತ್ತಿದೆ ಎಂದರು. ಓದುವ ಹವ್ಯಾಸ ಬೆಳೆಸಿಕೊಳ್ಳುವಂತೆ ವಿದ್ಯಾರ್ಥಿಗಳಿಗೆ ಕಿವಿಮಾತು ಹೇಳಿದರು. [33,566,179,633]
person-worker-3 [336,213,373,280]
ad-para3-post: ತಲುಪುವಂತೆ ಇಮೇಲ್ ಮಾಡಿ. [700,1297,774,1306]
ad-greeting: ಪ್ರಿಯ ಓದುಗರೇ, [700,1192,742,1201]
